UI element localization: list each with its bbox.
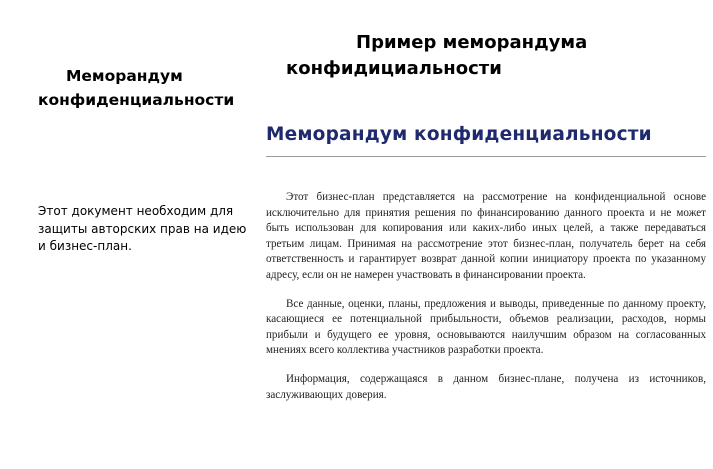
left-description: Этот документ необходим для защиты авторских прав на идею и бизнес-план.: [38, 204, 247, 253]
memo-title: Меморандум конфиденциальности: [266, 124, 652, 145]
memo-paragraph: Этот бизнес-план представляется на рассмотрение на конфиденциальной основе исключительно для принятия решения по финансированию данного проекта и не может быть использован для копирования или каких-либо иных целей, а также передаваться третьим лицам. Принимая на рассмотрение этот бизнес-план, получатель берет на себя ответственность и гарантирует возврат данной копии инициатору проекта по указанному адресу, если он не намерен участвовать в финансировании проекта.: [266, 191, 706, 281]
memo-paragraph: Все данные, оценки, планы, предложения и выводы, приведенные по данному проекту, касающиеся ее потенциальной прибыльности, объемов реализации, расходов, нормы прибыли и будущего ее уровня, основываются наилучшим образом на согласованных мнениях всего коллектива участников разработки проекта.: [266, 297, 706, 357]
memo-body: [266, 190, 706, 416]
memo-title-divider: [266, 156, 706, 157]
left-title: Меморандум конфиденциальности: [38, 67, 235, 109]
slide-heading: Пример меморандума конфидициальности: [286, 32, 588, 79]
memo-paragraph: Информация, содержащаяся в данном бизнес-плане, получена из источников, заслуживающих доверия.: [266, 372, 706, 401]
